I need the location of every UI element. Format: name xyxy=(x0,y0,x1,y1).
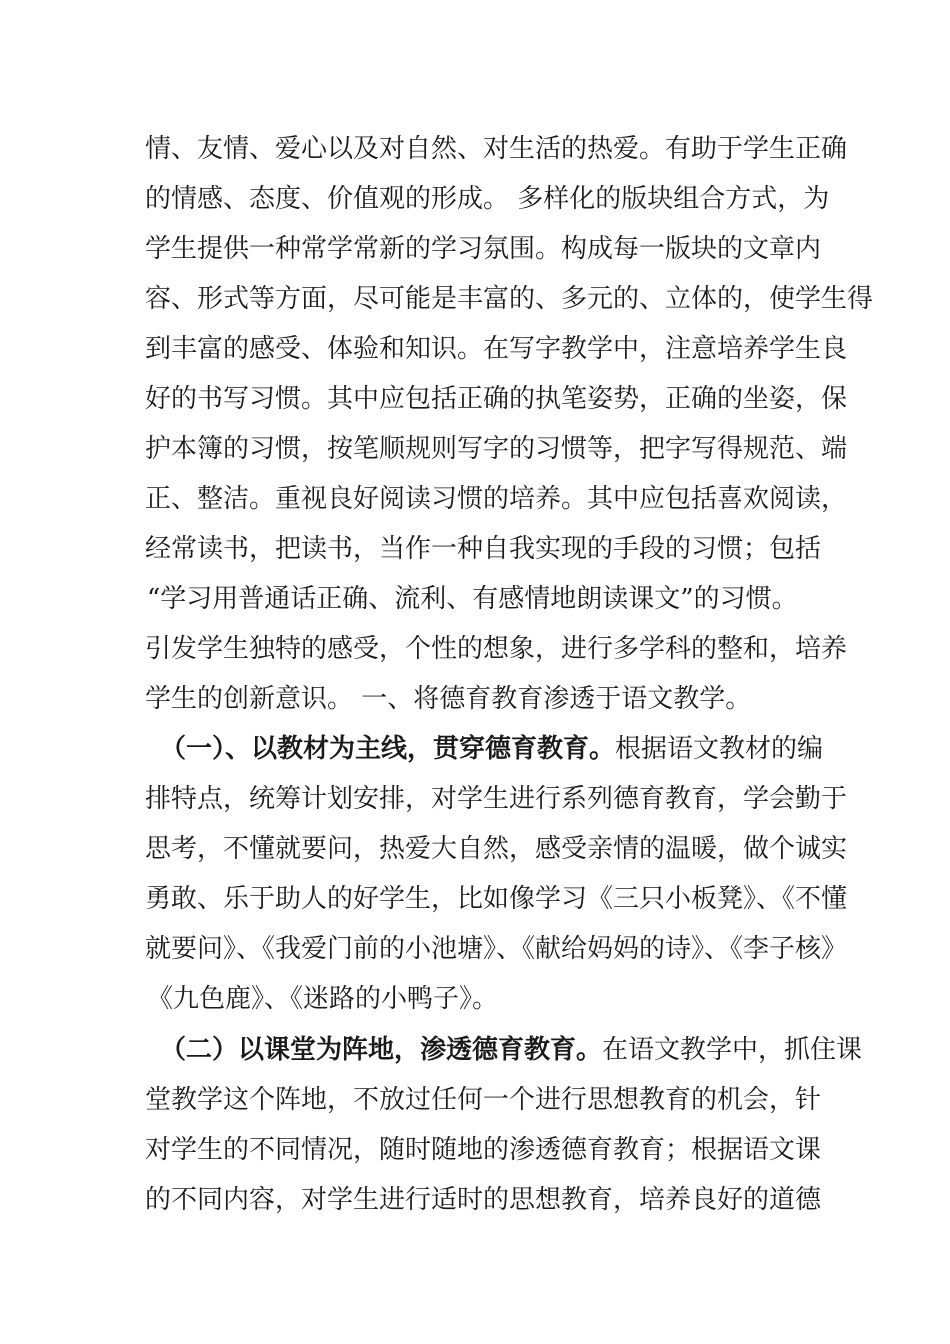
body-text-line: 的情感、态度、价值观的形成。 多样化的版块组合方式，为 xyxy=(145,184,830,214)
section-two-heading: （二）以课堂为阵地，渗透德育教育。 xyxy=(160,1035,603,1065)
section-one-heading: （一）、以教材为主线，贯穿德育教育。 xyxy=(160,734,616,764)
body-text-line: 思考，不懂就要问，热爱大自然，感受亲情的温暖，做个诚实 xyxy=(145,834,848,864)
section-two-first-line xyxy=(160,1030,863,1070)
body-text-line: 好的书写习惯。其中应包括正确的执笔姿势，正确的坐姿，保 xyxy=(145,384,848,414)
body-text-line: 排特点，统筹计划安排，对学生进行系列德育教育，学会勤于 xyxy=(145,784,848,814)
section-one-first-line-text: 根据语文教材的编 xyxy=(615,734,824,764)
body-text-line: 堂教学这个阵地，不放过任何一个进行思想教育的机会，针 xyxy=(145,1085,822,1115)
body-text-line: 经常读书，把读书，当作一种自我实现的手段的习惯；包括 xyxy=(145,534,822,564)
body-text-line: 护本簿的习惯，按笔顺规则写字的习惯等，把字写得规范、端 xyxy=(145,434,848,464)
body-text-line: 学生提供一种常学常新的学习氛围。构成每一版块的文章内 xyxy=(145,234,822,264)
body-text-line: 就要问》、《我爱门前的小池塘》、《献给妈妈的诗》、《李子核》 xyxy=(145,934,848,964)
body-text-line: 正、整洁。重视良好阅读习惯的培养。其中应包括喜欢阅读， xyxy=(145,484,848,514)
body-text-line: 学生的创新意识。 一、将德育教育渗透于语文教学。 xyxy=(145,684,752,714)
body-text-line: 情、友情、爱心以及对自然、对生活的热爱。有助于学生正确 xyxy=(145,134,848,164)
body-text-line: 容、形式等方面，尽可能是丰富的、多元的、立体的，使学生得 xyxy=(145,284,874,314)
section-one-first-line xyxy=(160,729,824,769)
body-text-line: 《九色鹿》、《迷路的小鸭子》。 xyxy=(147,984,499,1014)
body-text-line: 到丰富的感受、体验和知识。在写字教学中，注意培养学生良 xyxy=(145,334,848,364)
body-text-line: “学习用普通话正确、流利、有感情地朗读课文”的习惯。 xyxy=(147,584,798,614)
section-two-first-line-text: 在语文教学中，抓住课 xyxy=(602,1035,863,1065)
body-text-line: 对学生的不同情况，随时随地的渗透德育教育；根据语文课 xyxy=(145,1135,822,1165)
body-text-line: 勇敢、乐于助人的好学生，比如像学习《三只小板凳》、《不懂 xyxy=(145,884,848,914)
body-text-line: 引发学生独特的感受，个性的想象，进行多学科的整和，培养 xyxy=(145,634,848,664)
body-text-line: 的不同内容，对学生进行适时的思想教育，培养良好的道德 xyxy=(145,1185,822,1215)
